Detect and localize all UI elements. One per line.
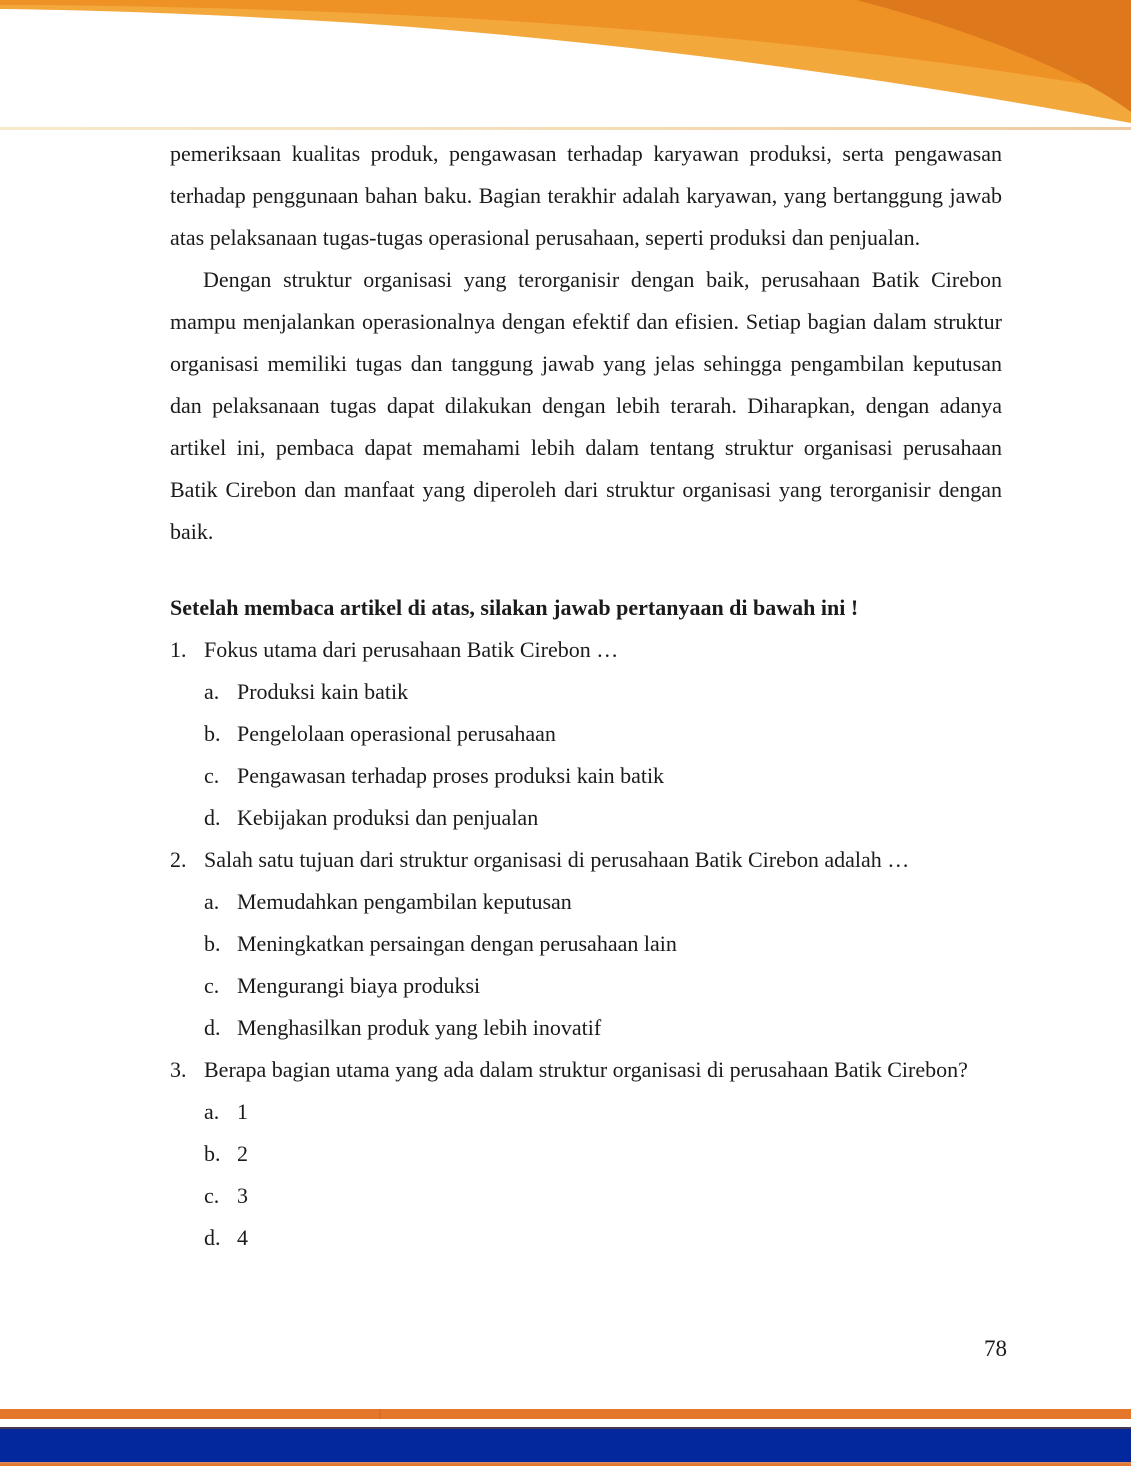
option-letter: d. (204, 805, 221, 830)
option-item-2c (170, 965, 1002, 1007)
footer-blue-inner-bar (0, 1427, 1131, 1462)
option-letter: b. (204, 1141, 221, 1166)
option-text: Produksi kain batik (237, 679, 409, 704)
header-swoosh-icon (0, 0, 1131, 130)
option-text: Pengelolaan operasional perusahaan (237, 721, 556, 746)
question-number: 3. (170, 1057, 187, 1082)
option-text: 2 (237, 1141, 248, 1166)
page-header-graphic (0, 0, 1131, 130)
document-body (170, 133, 1002, 1259)
option-text: Kebijakan produksi dan penjualan (237, 805, 539, 830)
question-text: Berapa bagian utama yang ada dalam struktur organisasi di perusahaan Batik Cirebon? (204, 1057, 968, 1082)
option-item-1a (170, 671, 1002, 713)
question-item-3 (170, 1049, 1002, 1091)
footer-orange-bar (0, 1409, 1131, 1419)
option-item-3a (170, 1091, 1002, 1133)
option-text: 1 (237, 1099, 248, 1124)
page-number: 78 (984, 1336, 1007, 1361)
option-text: Pengawasan terhadap proses produksi kain batik (237, 763, 665, 788)
option-item-1d (170, 797, 1002, 839)
option-text: Memudahkan pengambilan keputusan (237, 889, 572, 914)
option-letter: c. (204, 763, 220, 788)
option-text: Menghasilkan produk yang lebih inovatif (237, 1015, 602, 1040)
option-letter: a. (204, 679, 220, 704)
option-letter: a. (204, 1099, 220, 1124)
option-item-2b (170, 923, 1002, 965)
option-item-3d (170, 1217, 1002, 1259)
option-text: 4 (237, 1225, 248, 1250)
option-text: 3 (237, 1183, 248, 1208)
footer-orange-seam (379, 1409, 381, 1419)
option-text: Meningkatkan persaingan dengan perusahaan lain (237, 931, 677, 956)
option-letter: a. (204, 889, 220, 914)
option-letter: b. (204, 931, 221, 956)
question-number: 2. (170, 847, 187, 872)
option-item-2d (170, 1007, 1002, 1049)
option-item-1c (170, 755, 1002, 797)
question-item-2 (170, 839, 1002, 881)
option-item-1b (170, 713, 1002, 755)
article-paragraph-2: Dengan struktur organisasi yang terorganisir dengan baik, perusahaan Batik Cirebon mampu menjalankan operasionalnya dengan efektif dan efisien. Setiap bagian dalam struktur organisasi memiliki tugas dan tanggung jawab yang jelas sehingga pengambilan keputusan dan pelaksanaan tugas dapat dilakukan dengan lebih terarah. Diharapkan, dengan adanya artikel ini, pembaca dapat memahami lebih dalam tentang struktur organisasi perusahaan Batik Cirebon dan manfaat yang diperoleh dari struktur organisasi yang terorganisir dengan baik. (170, 267, 1002, 544)
question-number: 1. (170, 637, 187, 662)
quiz-instruction: Setelah membaca artikel di atas, silakan jawab pertanyaan di bawah ini ! (170, 595, 859, 620)
option-item-3b (170, 1133, 1002, 1175)
header-rule-line (0, 127, 1131, 130)
option-item-2a (170, 881, 1002, 923)
question-item-1 (170, 629, 1002, 671)
option-letter: d. (204, 1225, 221, 1250)
option-item-3c (170, 1175, 1002, 1217)
option-letter: b. (204, 721, 221, 746)
option-letter: d. (204, 1015, 221, 1040)
footer-bottom-line (0, 1462, 1131, 1466)
question-text: Fokus utama dari perusahaan Batik Cirebon … (204, 637, 619, 662)
footer-blue-bar (0, 1419, 1131, 1462)
option-letter: c. (204, 1183, 220, 1208)
article-paragraph-1: pemeriksaan kualitas produk, pengawasan terhadap karyawan produksi, serta pengawasan terhadap penggunaan bahan baku. Bagian terakhir adalah karyawan, yang bertanggung jawab atas pelaksanaan tugas-tugas operasional perusahaan, seperti produksi dan penjualan. (170, 141, 1002, 250)
question-text: Salah satu tujuan dari struktur organisasi di perusahaan Batik Cirebon adalah … (204, 847, 910, 872)
option-text: Mengurangi biaya produksi (237, 973, 481, 998)
option-letter: c. (204, 973, 220, 998)
